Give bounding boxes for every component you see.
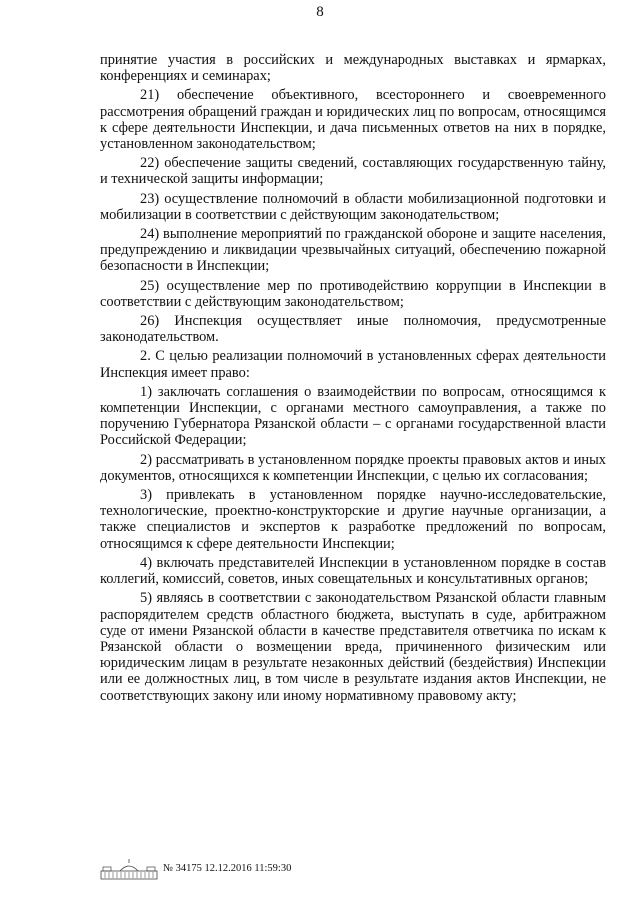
paragraph: 26) Инспекция осуществляет иные полномочия, предусмотренные законодательством. <box>100 313 606 346</box>
registration-stamp <box>100 858 400 882</box>
paragraph: принятие участия в российских и международных выставках и ярмарках, конференциях и семинарах; <box>100 52 606 85</box>
paragraph: 3) привлекать в установленном порядке научно-исследовательские, технологические, проектно-конструкторские и другие научные организации, а также специалистов и экспертов к разработке предложений по вопросам, относящимся к сфере деятельности Инспекции; <box>100 487 606 552</box>
paragraph: 24) выполнение мероприятий по гражданской обороне и защите населения, предупреждению и ликвидации чрезвычайных ситуаций, обеспечению пожарной безопасности в Инспекции; <box>100 226 606 275</box>
paragraph: 1) заключать соглашения о взаимодействии по вопросам, относящимся к компетенции Инспекции, с органами местного самоуправления, а также по поручению Губернатора Рязанской области – с органами государственной власти Российской Федерации; <box>100 383 606 449</box>
paragraph: 2. С целью реализации полномочий в установленных сферах деятельности Инспекция имеет право: <box>100 348 606 381</box>
paragraph: 5) являясь в соответствии с законодательством Рязанской области главным распорядителем средств областного бюджета, выступать в суде, арбитражном суде от имени Рязанской области в качестве представителя ответчика по искам к Рязанской области о возмещении вреда, причиненного физическим или юридическим лицам в результате незаконных действий (бездействия) Инспекции или ее должностных лиц, в том числе в результате издания актов Инспекции, не соответствующих закону или иному нормативному правовому акту; <box>100 590 606 704</box>
paragraph: 22) обеспечение защиты сведений, составляющих государственную тайну, и технической защиты информации; <box>100 155 606 188</box>
paragraph: 2) рассматривать в установленном порядке проекты правовых актов и иных документов, относящихся к компетенции Инспекции, с целью их согласования; <box>100 451 606 484</box>
page-number: 8 <box>316 4 324 20</box>
building-stamp-icon <box>100 858 158 880</box>
paragraph: 23) осуществление полномочий в области мобилизационной подготовки и мобилизации в соответствии с действующим законодательством; <box>100 190 606 223</box>
registration-number: № 34175 12.12.2016 11:59:30 <box>163 863 292 874</box>
paragraph: 21) обеспечение объективного, всестороннего и своевременного рассмотрения обращений граждан и юридических лиц по вопросам, относящимся к сфере деятельности Инспекции, и дача письменных ответов на них в порядке, установленном законодательством; <box>100 87 606 153</box>
paragraph: 4) включать представителей Инспекции в установленном порядке в состав коллегий, комиссий, советов, иных совещательных и консультативных органов; <box>100 554 606 588</box>
document-body <box>100 52 606 707</box>
paragraph: 25) осуществление мер по противодействию коррупции в Инспекции в соответствии с действующим законодательством; <box>100 277 606 310</box>
